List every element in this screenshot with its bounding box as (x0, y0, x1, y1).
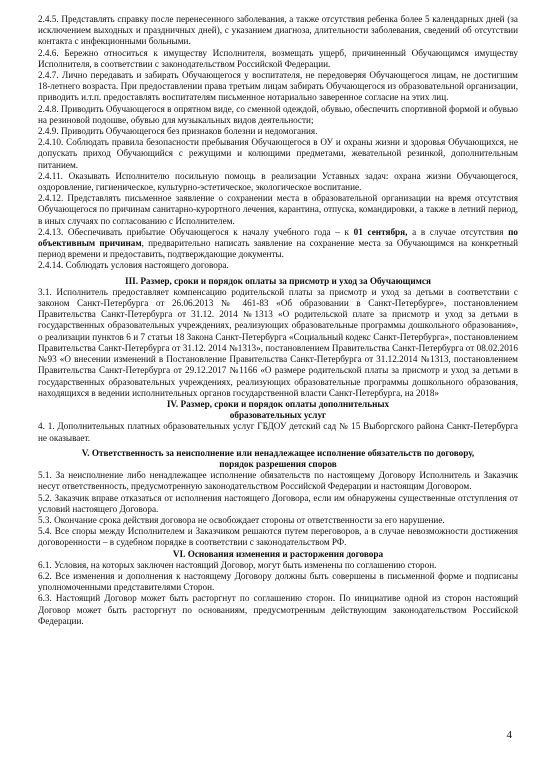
section-4-heading-line2: образовательных услуг (229, 410, 327, 421)
clause-2-4-13-date: 01 сентября, (353, 226, 408, 237)
clause-2-4-10: 2.4.10. Соблюдать правила безопасности пребывания Обучающегося в ОУ и охраны жизни и здоровья Обучающихся, не допускать приход Обучающийся с режущими и колющими предметами, жевательной резинкой, дополнительным питанием. (38, 137, 518, 170)
clause-2-4-8: 2.4.8. Приводить Обучающегося в опрятном виде, со сменной одеждой, обувью, обеспечить спортивной формой и обувью на резиновой подошве, обувью для музыкальных видов деятельности; (38, 103, 518, 125)
clause-2-4-5: 2.4.5. Представлять справку после перенесенного заболевания, а также отсутствия ребенка более 5 календарных дней (за исключением выходных и праздничных дней), с указанием диагноза, длительности заболевания, сведений об отсутствии контакта с инфекционными больными. (38, 14, 518, 47)
clause-6-3: 6.3. Настоящий Договор может быть расторгнут по соглашению сторон. По инициативе одной из сторон настоящий Договор может быть расторгнут по основаниям, предусмотренным действующим законодательством Российской Федерации. (38, 593, 518, 626)
section-3-heading: III. Размер, сроки и порядок оплаты за присмотр и уход за Обучающимся (125, 275, 431, 286)
section-5-heading-line1: V. Ответственность за неисполнение или ненадлежащее исполнение обязательств по договору, (81, 447, 475, 458)
section-6-heading: VI. Основания изменения и расторжения договора (172, 548, 384, 559)
clause-2-4-13-text-c: , предварительно написать заявление на сохранение места за Обучающимся на конкретный период времени и предоставить, подтверждающие документы. (38, 238, 519, 260)
clause-5-1: 5.1. За неисполнение либо ненадлежащее исполнение обязательств по настоящему Договору Исполнитель и Заказчик несут ответственность, предусмотренную законодательством Российской Федерации и настоящим Договором. (38, 470, 518, 492)
section-5-heading-line2: порядок разрешения споров (219, 458, 337, 469)
clause-5-3: 5.3. Окончание срока действия договора не освобождает стороны от ответственности за его нарушение. (38, 514, 445, 525)
clause-2-4-13 (38, 227, 518, 261)
clause-2-4-7: 2.4.7. Лично передавать и забирать Обучающегося у воспитателя, не передоверяя Обучающегося лицам, не достигшим 18-летнего возраста. При предоставлении права третьим лицам забирать Обучающегося из образовательной организации, приводить и.т.п. предоставлять воспитателям письменное нотариально заверенное согласие на этих лиц. (38, 70, 518, 103)
clause-3-1: 3.1. Исполнитель предоставляет компенсацию родительской платы за присмотр и уход за детьми в соответствии с законом Санкт-Петербурга от 26.06.2013 № 461-83 «Об образовании в Санкт-Петербурге», постановлением Правительства Санкт-Петербурга от 31.12. 2014 №1313 «О родительской плате за присмотр и уход за детьми в государственных образовательных учреждениях, реализующих образовательные программы дошкольного образования», о реализации пунктов 6 и 7 статьи 18 Закона Санкт-Петербурга «Социальный кодекс Санкт-Петербурга», постановлением Правительства Санкт-Петербурга от 31.12. 2014 №1313», постановлением Правительства Санкт-Петербурга от 08.02.2016 №93 «О внесении изменений в Постановление Правительства Санкт-Петербурга от 31.12.2014 №1313, постановлением Правительства Санкт-Петербурга от 29.12.2017 №1166 «О размере родительской платы за присмотр и уход за детьми в государственных образовательных учреждениях, реализующих образовательные программы дошкольного образования, находящихся в ведении исполнительных органов государственной власти Санкт-Петербурга, на 2018» (38, 286, 518, 398)
clause-2-4-11: 2.4.11. Оказывать Исполнителю посильную помощь в реализации Уставных задач: охрана жизни Обучающегося, оздоровление, гигиеническое, культурно-эстетическое, экологическое воспитание. (38, 170, 518, 193)
clause-6-1: 6.1. Условия, на которых заключен настоящий Договор, могут быть изменены по соглашению сторон. (38, 559, 437, 570)
clause-2-4-13-text-b: а в случае отсутствия (407, 226, 509, 237)
clause-2-4-9: 2.4.9. Приводить Обучающегося без признаков болезни и недомогания. (38, 126, 318, 137)
clause-2-4-13-reason: по объективным причинам (38, 226, 518, 249)
page-number: 4 (506, 728, 512, 741)
clause-2-4-13-text-a: 2.4.13. Обеспечивать прибытие Обучающегося к началу учебного года – к (38, 226, 354, 237)
clause-2-4-12: 2.4.12. Представлять письменное заявление о сохранении места в образовательной организации на время отсутствия Обучающегося по причинам санитарно-курортного лечения, карантина, отпуска, командировки, а также в летний период, в иных случаях по согласованию с Исполнителем. (38, 193, 518, 226)
clause-4-1: 4. 1. Дополнительных платных образовательных услуг ГБДОУ детский сад № 15 Выборгского района Санкт-Петербурга не оказывает. (38, 421, 518, 443)
clause-5-4: 5.4. Все споры между Исполнителем и Заказчиком решаются путем переговоров, а в случае невозможности достижения договоренности – в судебном порядке в соответствии с законодательством РФ. (38, 526, 518, 548)
clause-6-2: 6.2. Все изменения и дополнения к настоящему Договору должны быть совершены в письменной форме и подписаны уполномоченными представителями Сторон. (38, 570, 518, 593)
section-4-heading-line1: IV. Размер, сроки и порядок оплаты дополнительных (166, 398, 390, 409)
clause-2-4-6: 2.4.6. Бережно относиться к имуществу Исполнителя, возмещать ущерб, причиненный Обучающимся имуществу Исполнителя, в соответствии с законодательством Российской Федерации. (38, 47, 518, 69)
clause-5-2: 5.2. Заказчик вправе отказаться от исполнения настоящего Договора, если им обнаружены существенные отступления от условий настоящего Договора. (38, 492, 518, 514)
clause-2-4-14: 2.4.14. Соблюдать условия настоящего договора. (38, 260, 229, 271)
